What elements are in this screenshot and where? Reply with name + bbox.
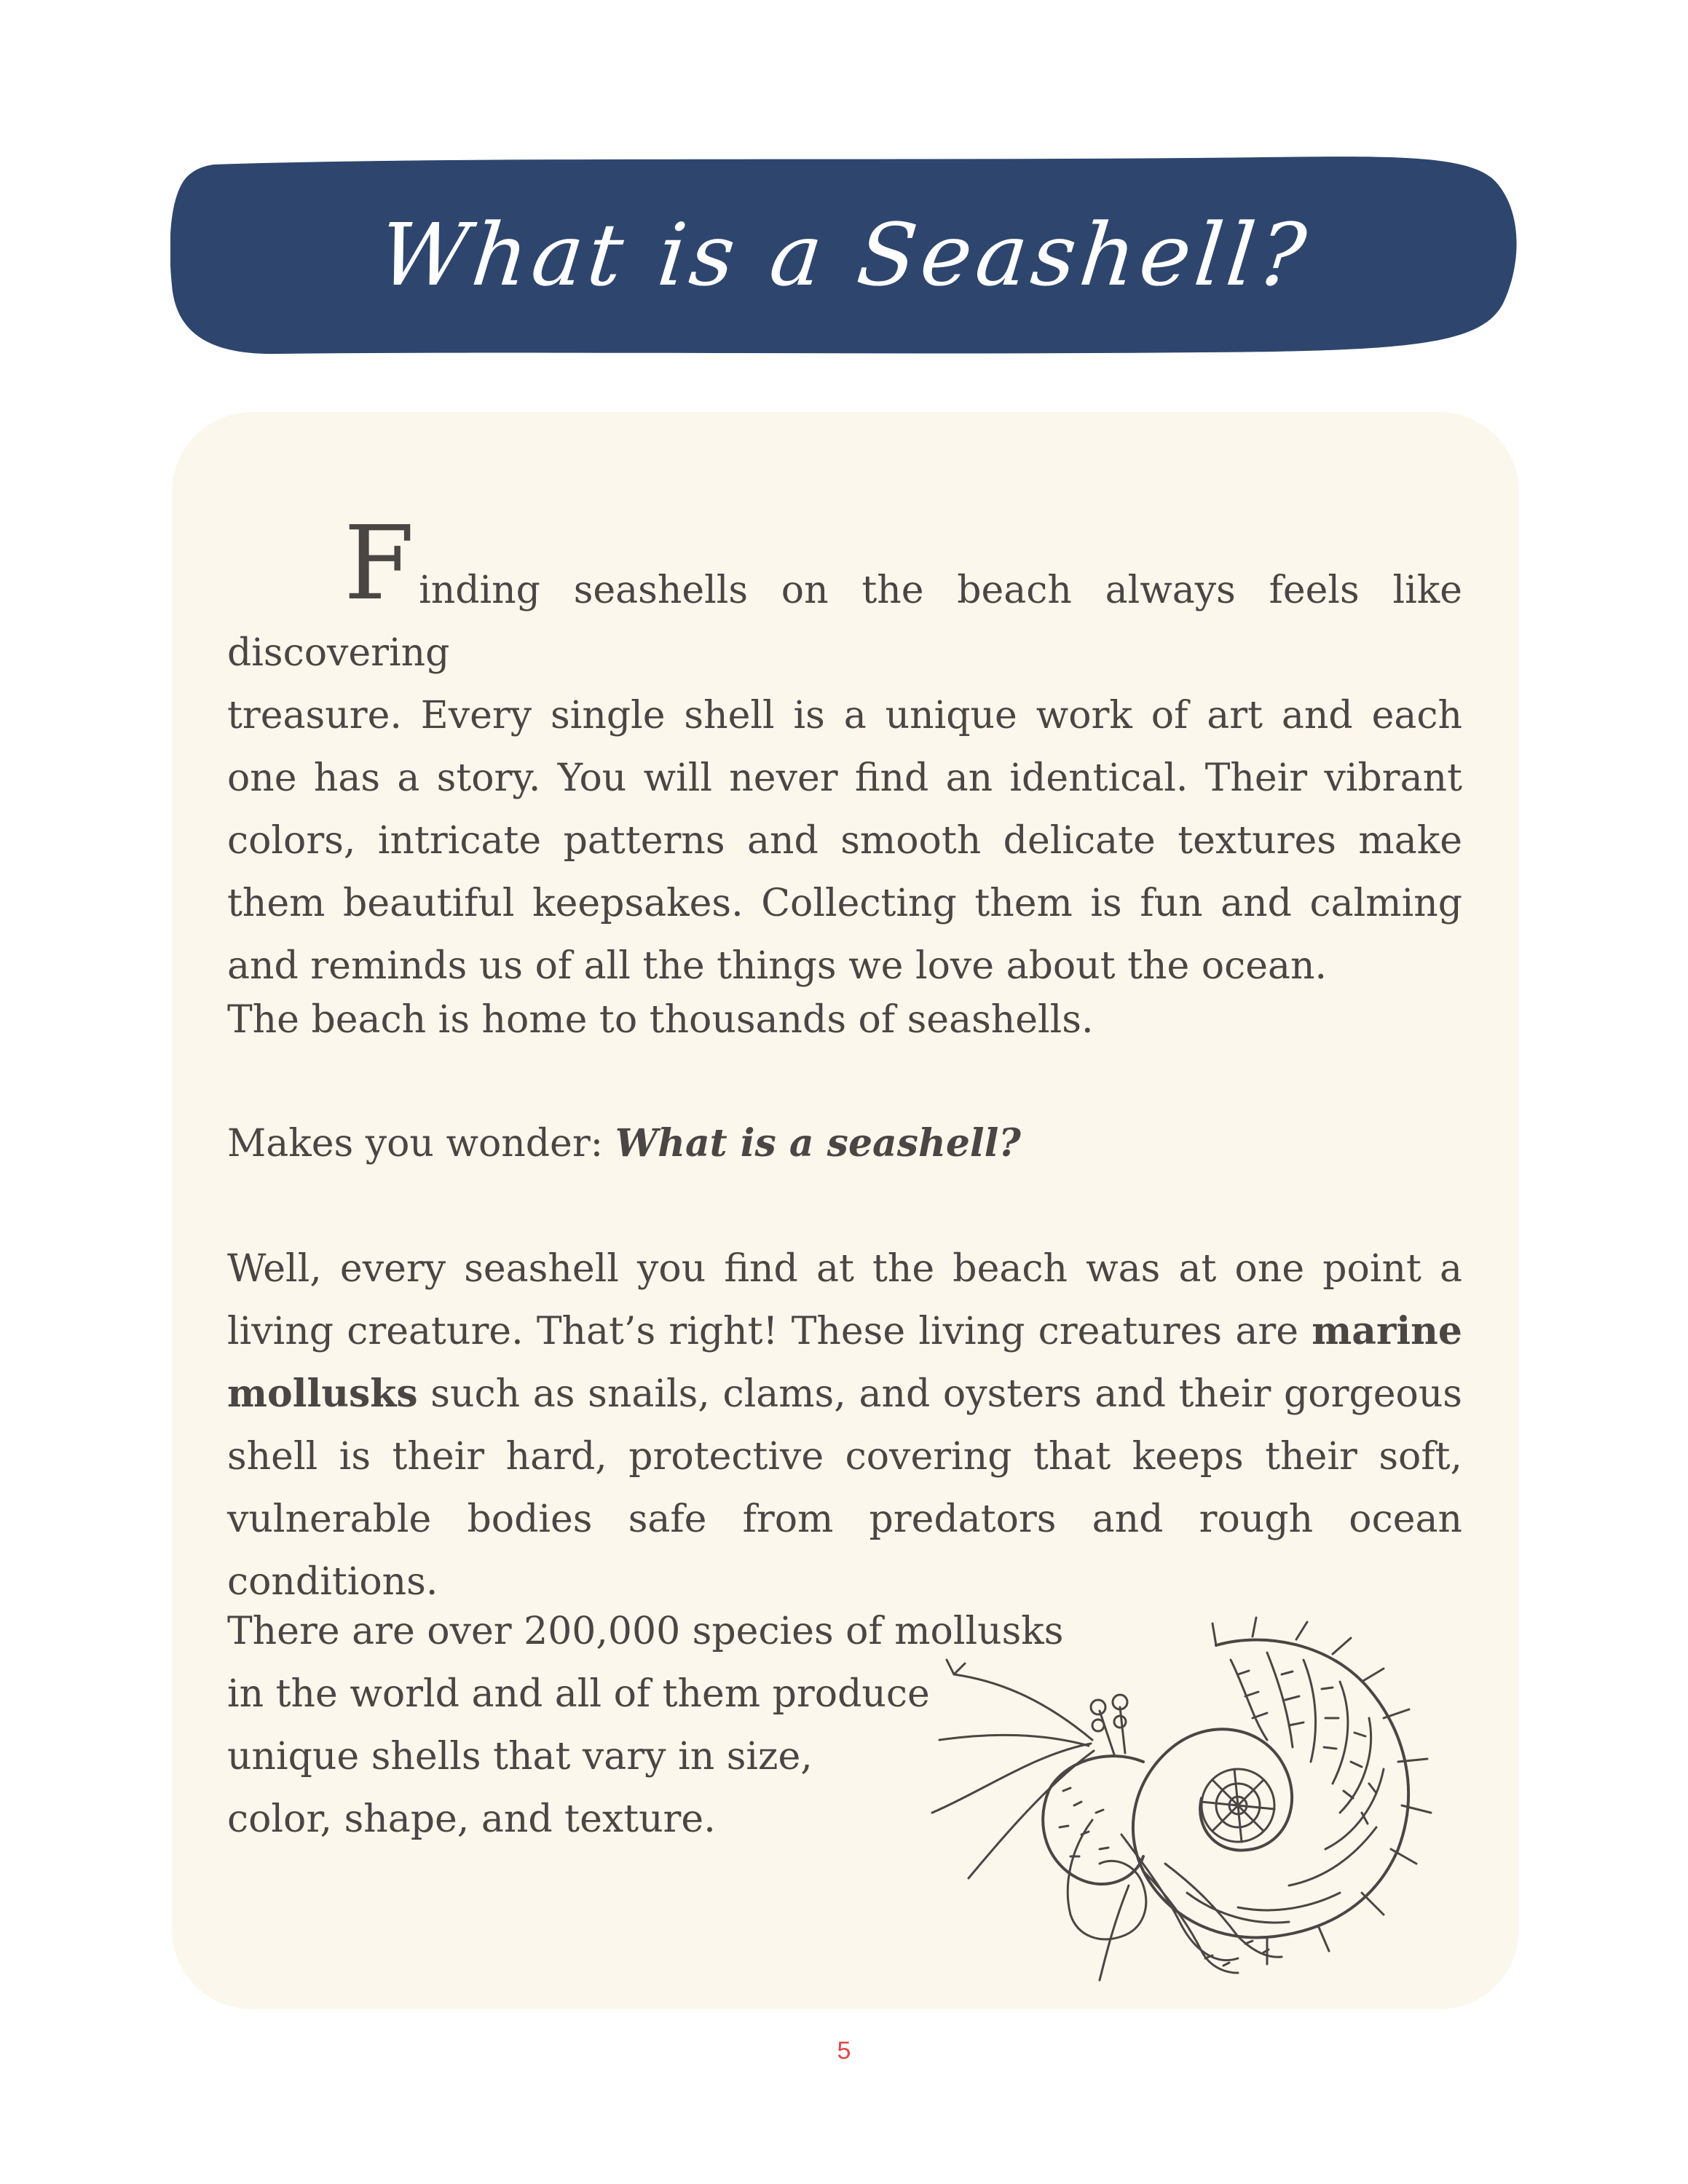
page-title: What is a Seashell? <box>374 205 1315 305</box>
species-line-3: unique shells that vary in size, <box>227 1735 813 1779</box>
intro-paragraph <box>227 505 1462 997</box>
mollusks-paragraph <box>227 1238 1462 1613</box>
wonder-paragraph <box>227 1112 1462 1175</box>
mollusks-part1: Well, every seashell you find at the beach was at one point a living creature. That’s right! These living creatures are <box>227 1247 1462 1353</box>
title-banner <box>170 154 1519 355</box>
mollusks-part2: such as snails, clams, and oysters and their gorgeous shell is their hard, protective covering that keeps their soft, vulnerable bodies safe from predators and rough ocean conditions. <box>227 1372 1462 1604</box>
hermit-crab-icon <box>925 1616 1478 1995</box>
wonder-lead: Makes you wonder: <box>227 1122 615 1166</box>
wonder-question: What is a seashell? <box>615 1121 1021 1166</box>
mollusks-bold: marine mollusks <box>227 1309 1462 1416</box>
intro-rest: treasure. Every single shell is a unique work of art and each one has a story. You will never find an identical. Their vibrant colors, intricate patterns and smooth delicate textures make them beautiful keepsakes. Collecting them is fun and calming and reminds us of all the things we love about the ocean. <box>227 694 1462 988</box>
page-number: 5 <box>837 2037 851 2065</box>
drop-cap: F <box>344 505 415 623</box>
intro-first-line: inding seashells on the beach always feels like discovering <box>227 569 1462 675</box>
species-line-1: There are over 200,000 species of mollusks <box>227 1610 1064 1653</box>
species-line-4: color, shape, and texture. <box>227 1797 716 1841</box>
home-paragraph: The beach is home to thousands of seashells. <box>227 998 1094 1042</box>
species-line-2: in the world and all of them produce <box>227 1672 930 1716</box>
